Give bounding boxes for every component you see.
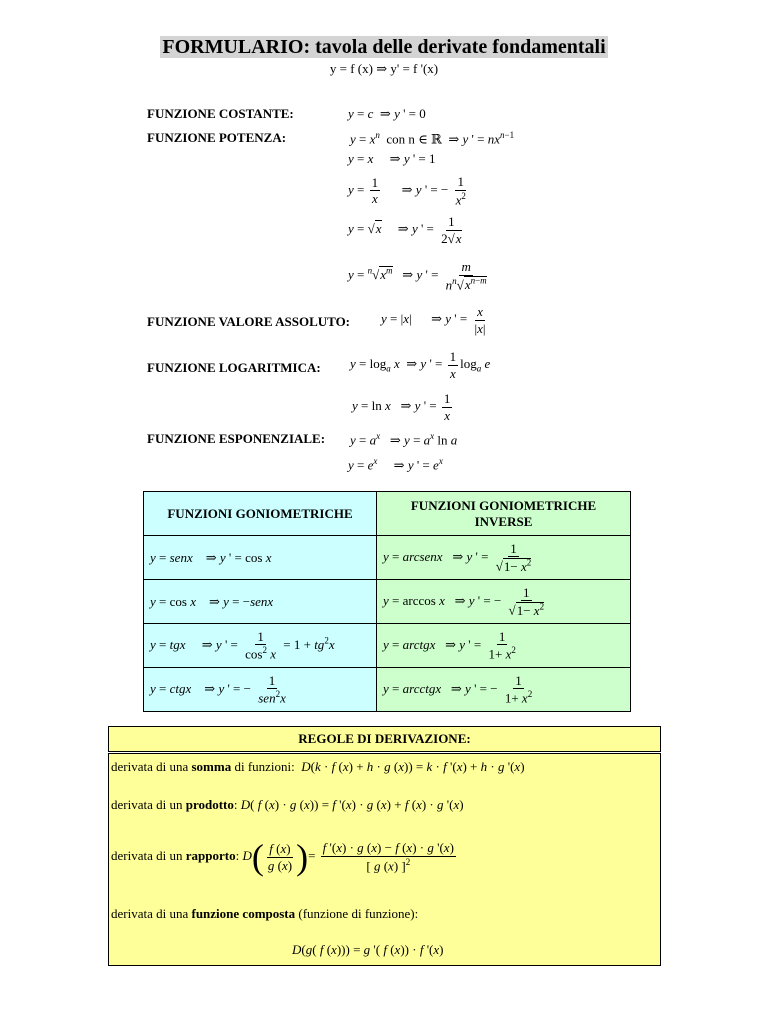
label-esponenziale: FUNZIONE ESPONENZIALE:	[147, 431, 326, 446]
trig-header-right: FUNZIONI GONIOMETRICHE INVERSE	[377, 492, 631, 536]
rules-header: REGOLE DI DERIVAZIONE:	[108, 726, 661, 752]
rule-composta: derivata di una funzione composta (funzione di funzione):	[111, 906, 419, 921]
formula-potenza: $y = x^n$ con n ∈ ℝ ⇒ y ' = $nx^{n-1}$	[350, 130, 515, 147]
formula-sen: y = senx ⇒ y ' = cos x	[144, 536, 377, 580]
table-row	[144, 536, 631, 580]
formula-costante: y = c ⇒ y ' = 0	[348, 106, 426, 121]
formula-arctg: y = arctgx ⇒ y ' = $\frac{1}{1+ x^2}$	[377, 624, 631, 668]
formula-cos: y = cos x ⇒ y = −senx	[144, 580, 377, 624]
formula-exp-e: $y = e^x$ ⇒ y ' = $e^x$	[348, 456, 443, 473]
rules-box	[108, 753, 661, 966]
formula-arccos: y = arccos x ⇒ y ' = − $\frac{1}{√1- x^2}$	[377, 580, 631, 624]
formula-ln: y = ln x ⇒ y ' = $\frac{1}{x}$	[352, 391, 451, 423]
formula-logaritmo: $y = \log_a x$ ⇒ y ' = $\frac{1}{x}$ $\log_a e$	[350, 349, 491, 381]
trig-table	[143, 491, 631, 712]
formula-arcsen: y = arcsenx ⇒ y ' = $\frac{1}{√1- x^2}$	[377, 536, 631, 580]
formula-ctg: y = ctgx ⇒ y ' = − $\frac{1}{sen^2x}$	[144, 668, 377, 712]
table-row	[144, 580, 631, 624]
formula-tg: y = tgx ⇒ y ' = $\frac{1}{\cos^2 x}$ = $1 + tg^2x$	[144, 624, 377, 668]
label-logaritmica: FUNZIONE LOGARITMICA:	[147, 360, 321, 375]
formula-arcctg: y = arcctgx ⇒ y ' = − $\frac{1}{1+ x^2}$	[377, 668, 631, 712]
formula-radice: y = √x ⇒ y ' = $\frac{1}{2√x}$	[348, 214, 462, 246]
label-potenza: FUNZIONE POTENZA:	[147, 130, 287, 145]
table-row	[144, 668, 631, 712]
formula-esponenziale: $y = a^x$ ⇒ $y = a^x$ ln a	[350, 431, 458, 448]
trig-header-left: FUNZIONI GONIOMETRICHE	[144, 492, 377, 536]
formula-identita: y = x ⇒ y ' = 1	[348, 151, 436, 166]
formula-valore-assoluto: y = |x| ⇒ y ' = $\frac{x}{|x|}$	[381, 304, 486, 336]
rule-prodotto: derivata di un prodotto: D( f (x) · g (x)) = f '(x) · g (x) + f (x) · g '(x)	[111, 797, 464, 812]
rule-rapporto: derivata di un rapporto: D( $\frac{f (x)}{g (x)}$ )= $\frac{f '(x) \cdot g (x) - f (x) \cdot g '(x)}{[ g (x) ]^2}$	[111, 837, 454, 877]
formula-composta: D(g( f (x))) = g '( f (x)) · f '(x)	[292, 942, 444, 957]
formula-radice-n: $y = ^n√x^m$ ⇒ y ' = $\frac{m}{n^n√x^{n-m}}$	[348, 259, 487, 292]
formula-reciproca: y = $\frac{1}{x}$ ⇒ y ' = − $\frac{1}{x^2}$	[348, 174, 466, 207]
table-row	[144, 492, 631, 536]
page-title: FORMULARIO: tavola delle derivate fondamentali	[162, 36, 606, 58]
label-valore-assoluto: FUNZIONE VALORE ASSOLUTO:	[147, 314, 351, 329]
label-costante: FUNZIONE COSTANTE:	[147, 106, 294, 121]
rule-somma: derivata di una somma di funzioni: D(k · f (x) + h · g (x)) = k · f '(x) + h · g '(x)	[111, 759, 525, 774]
page-subtitle: y = f (x) ⇒ y' = f '(x)	[329, 61, 439, 76]
potenza-condition: con n ∈ ℝ	[386, 131, 442, 147]
table-row	[144, 624, 631, 668]
